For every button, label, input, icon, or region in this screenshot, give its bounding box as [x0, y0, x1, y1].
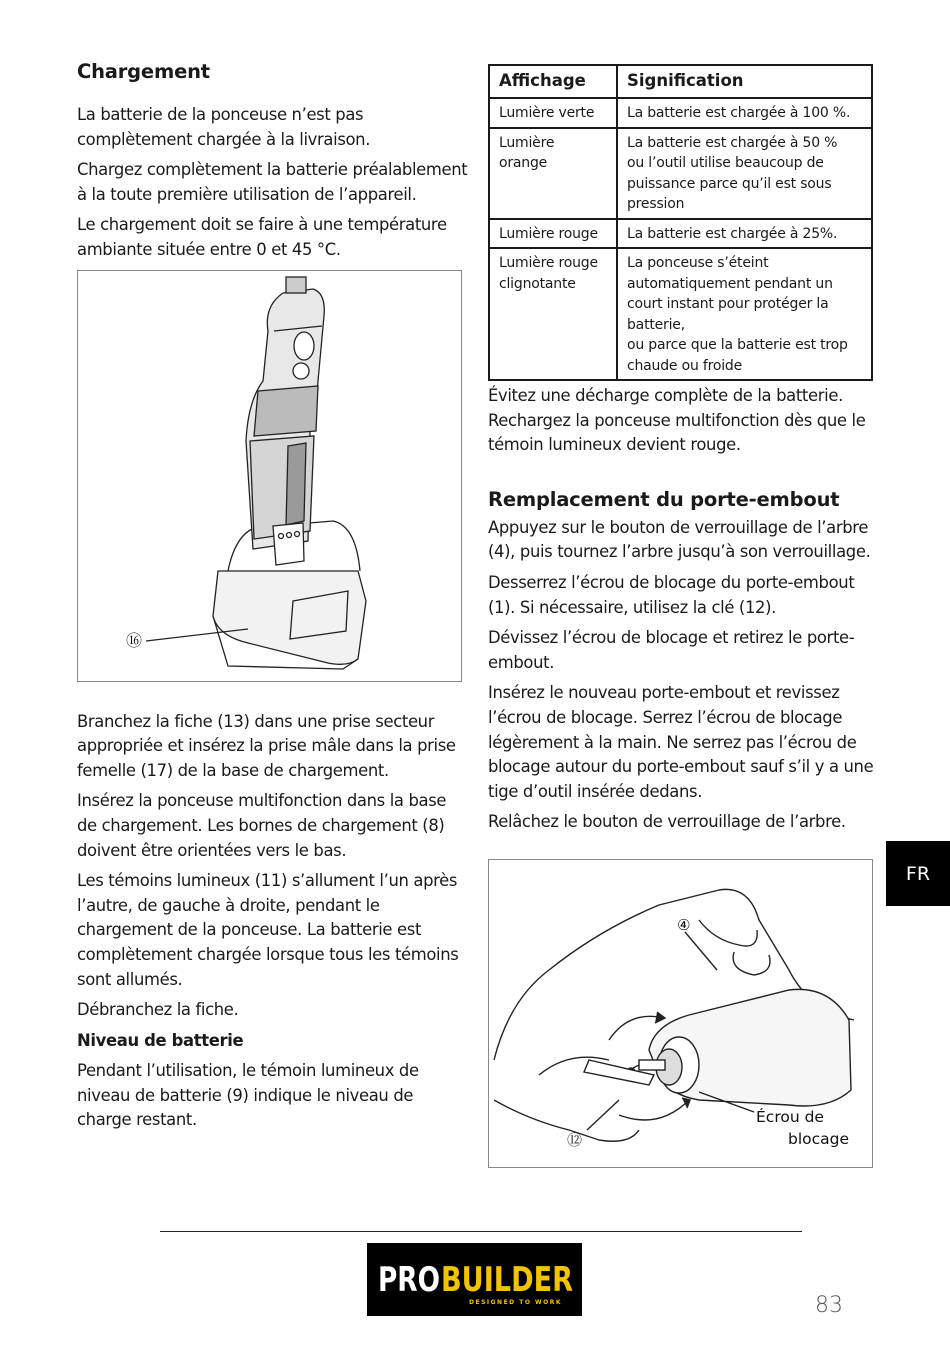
table-cell: Lumière	[499, 134, 555, 151]
table-cell: La batterie est chargée à 25%.	[627, 225, 838, 242]
paragraph: Le chargement doit se faire à une température ambiante située entre 0 et 45 °C.	[77, 215, 447, 259]
hand-collet-illustration	[489, 860, 872, 1167]
paragraph: Chargez complètement la batterie préalablement à la toute première utilisation de l’appareil.	[77, 160, 468, 204]
table-cell: Lumière rouge	[499, 225, 598, 242]
table-header: Signification	[617, 65, 872, 98]
paragraph: Desserrez l’écrou de blocage du porte-embout (1). Si nécessaire, utilisez la clé (12).	[488, 572, 855, 617]
table-cell: La ponceuse s’éteint	[627, 255, 769, 271]
figure-caption: blocage	[788, 1129, 850, 1148]
table-row	[489, 219, 872, 249]
logo-tagline: DESIGNED TO WORK	[469, 1299, 563, 1306]
table-cell: ou l’outil utilise beaucoup de	[627, 155, 824, 171]
paragraph: Débranchez la fiche.	[77, 1000, 239, 1020]
table-cell: batterie,	[627, 316, 685, 333]
figure-caption: Écrou de	[756, 1107, 824, 1126]
logo-text-pro: PRO	[378, 1260, 440, 1300]
page-number: 83	[815, 1293, 843, 1318]
charging-tool-illustration	[78, 271, 461, 681]
table-cell: court instant pour protéger la	[627, 296, 829, 312]
paragraph: Insérez le nouveau porte-embout et revissez l’écrou de blocage. Serrez l’écrou de blocage légèrement à la main. Ne serrez pas l’écrou de blocage autour du porte-embout sauf s’il y a une tige d’outil insérée dedans.	[488, 683, 874, 801]
right-column	[488, 64, 874, 1168]
paragraph: Les témoins lumineux (11) s’allument l’un après l’autre, de gauche à droite, pendant le chargement de la ponceuse. La batterie est complètement chargée lorsque tous les témoins sont allumés.	[77, 871, 459, 989]
table-cell: automatiquement pendant un	[627, 275, 833, 292]
table-row	[489, 248, 872, 380]
paragraph: Évitez une décharge complète de la batterie. Rechargez la ponceuse multifonction dès que le témoin lumineux devient rouge.	[488, 386, 866, 455]
table-cell: Lumière rouge	[499, 255, 598, 271]
table-cell: pression	[627, 196, 685, 212]
table-row	[489, 98, 872, 128]
logo-text-builder: BUILDER	[441, 1260, 573, 1300]
section-heading-replacement: Remplacement du porte-embout	[488, 487, 840, 511]
figure-label-16: ⑯	[126, 630, 143, 650]
left-column	[77, 60, 469, 1139]
subheading-battery-level: Niveau de batterie	[77, 1030, 244, 1050]
logo-mark	[367, 1243, 582, 1316]
charger-figure	[77, 270, 462, 682]
paragraph: Pendant l’utilisation, le témoin lumineux de niveau de batterie (9) indique le niveau de charge restant.	[77, 1061, 419, 1130]
table-header: Affichage	[489, 65, 617, 98]
paragraph: Relâchez le bouton de verrouillage de l’arbre.	[488, 812, 846, 832]
table-cell: clignotante	[499, 275, 576, 292]
paragraph: Insérez la ponceuse multifonction dans la base de chargement. Les bornes de chargement (8) doivent être orientées vers le bas.	[77, 791, 447, 860]
paragraph: Dévissez l’écrou de blocage et retirez le porte-embout.	[488, 628, 855, 672]
table-cell: orange	[499, 155, 548, 171]
table-cell: Lumière verte	[499, 105, 595, 121]
battery-indicator-table	[488, 64, 873, 381]
probuilder-logo	[367, 1243, 582, 1316]
paragraph: Branchez la fiche (13) dans une prise secteur appropriée et insérez la prise mâle dans la prise femelle (17) de la base de chargement.	[77, 711, 456, 780]
paragraph: La batterie de la ponceuse n’est pas complètement chargée à la livraison.	[77, 105, 371, 149]
footer-divider	[160, 1231, 802, 1232]
collet-figure	[488, 859, 873, 1168]
table-cell: La batterie est chargée à 100 %.	[627, 105, 851, 121]
paragraph: Appuyez sur le bouton de verrouillage de l’arbre (4), puis tournez l’arbre jusqu’à son verrouillage.	[488, 517, 871, 562]
table-cell: puissance parce qu’il est sous	[627, 175, 832, 192]
language-tab: FR	[886, 841, 950, 906]
table-cell: chaude ou froide	[627, 357, 742, 374]
table-row	[489, 128, 872, 219]
table-cell: ou parce que la batterie est trop	[627, 337, 848, 353]
figure-label-12: ⑫	[567, 1130, 583, 1149]
figure-label-4: ④	[677, 915, 691, 934]
table-cell: La batterie est chargée à 50 %	[627, 134, 838, 151]
section-heading-chargement: Chargement	[77, 60, 210, 83]
